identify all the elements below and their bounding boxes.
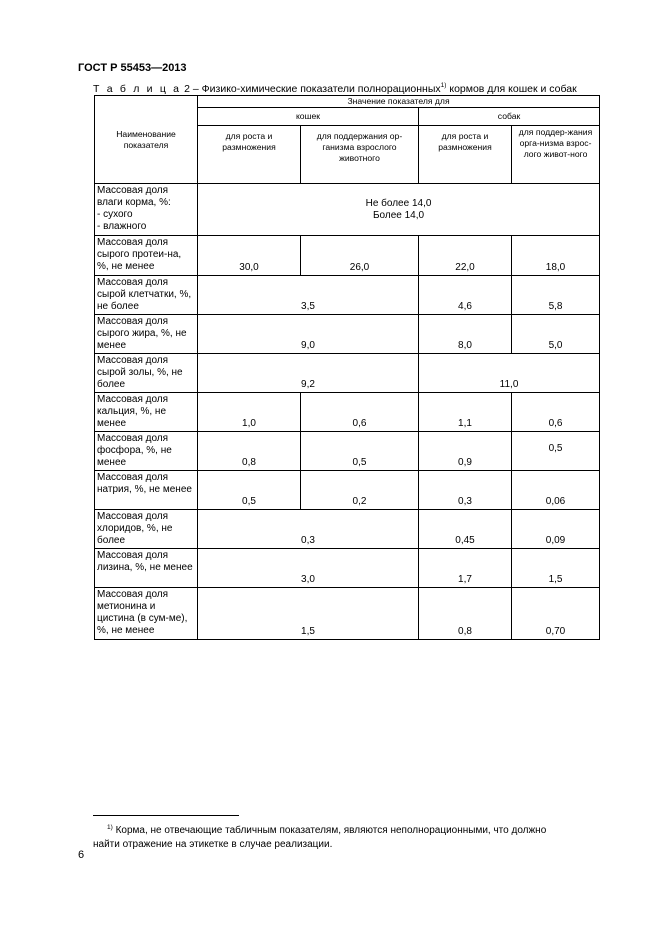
caption-tail: кормов для кошек и собак: [449, 83, 577, 95]
cell-value: 18,0: [512, 236, 600, 276]
name-column-header: Наименование показателя: [95, 96, 198, 184]
cell-value: 0,5: [548, 443, 563, 454]
dogs-header: собак: [419, 108, 600, 126]
table-row: [95, 471, 600, 510]
page-number: 6: [78, 849, 85, 861]
caption-text: – Физико-химические показатели полнорационных: [192, 83, 441, 95]
cell-value: 30,0: [198, 236, 301, 276]
cell-value: 3,0: [198, 549, 419, 588]
table-caption: [93, 82, 613, 95]
table-row: [95, 184, 600, 236]
moisture-dry-value: Не более 14,0: [365, 198, 432, 209]
cell-value: 0,8: [198, 432, 301, 471]
row-name: Массовая доля метионина и цистина (в сум-ме), %, не менее: [95, 588, 198, 640]
cell-value: 0,70: [512, 588, 600, 640]
cell-value: 0,45: [419, 510, 512, 549]
caption-word: Т а б л и ц а: [93, 83, 182, 95]
row-name: Массовая доля сырого протеи-на, %, не менее: [95, 236, 198, 276]
footnote-text: Корма, не отвечающие табличным показателям, являются неполнорационными, что должно: [115, 825, 547, 836]
cell-value: 0,6: [512, 393, 600, 432]
footnote-marker: 1): [107, 824, 113, 831]
cell-value: 1,5: [512, 549, 600, 588]
dogs-adult-header: для поддер-жания орга-низма взрос-лого живот-ного: [512, 126, 600, 184]
cell-empty: [512, 455, 599, 467]
cell-value: 11,0: [419, 354, 600, 393]
moisture-values: [198, 184, 600, 236]
row-name: Массовая доля лизина, %, не менее: [95, 549, 198, 588]
footnote: [93, 821, 603, 852]
cell-value: 3,5: [198, 276, 419, 315]
cell-value: 9,2: [198, 354, 419, 393]
cell-value: 1,5: [198, 588, 419, 640]
cell-value: 0,5: [301, 432, 419, 471]
cats-adult-header: для поддержания ор-ганизма взрослого животного: [301, 126, 419, 184]
cell-value: 0,3: [419, 471, 512, 510]
dogs-growth-header: для роста и размножения: [419, 126, 512, 184]
cell-value: 8,0: [419, 315, 512, 354]
cell-value: 1,0: [198, 393, 301, 432]
footnote-line: [93, 821, 603, 838]
table-row: [95, 549, 600, 588]
cell-value: 0,2: [301, 471, 419, 510]
cell-value: 0,5: [198, 471, 301, 510]
table-row: [95, 276, 600, 315]
cell-value: 9,0: [198, 315, 419, 354]
cell-value: 0,3: [198, 510, 419, 549]
cell-value: 4,6: [419, 276, 512, 315]
footnote-divider: [93, 815, 239, 816]
row-name: Массовая доля влаги корма, %: - сухого - влажного: [95, 184, 198, 236]
row-name: Массовая доля кальция, %, не менее: [95, 393, 198, 432]
cell-value: 5,8: [512, 276, 600, 315]
cell-value: 0,9: [419, 432, 512, 471]
cell-value: 0,06: [512, 471, 600, 510]
value-group-header: Значение показателя для: [198, 96, 600, 108]
cell-value: 1,7: [419, 549, 512, 588]
cats-growth-header: для роста и размножения: [198, 126, 301, 184]
row-name: Массовая доля сырой клетчатки, %, не более: [95, 276, 198, 315]
row-name: Массовая доля фосфора, %, не менее: [95, 432, 198, 471]
cell-value: 0,09: [512, 510, 600, 549]
caption-number: 2: [184, 83, 190, 95]
table-row: [95, 236, 600, 276]
cell-value: 1,1: [419, 393, 512, 432]
moisture-wet-value: Более 14,0: [372, 210, 425, 221]
cell-value: 0,8: [419, 588, 512, 640]
table-row: [95, 588, 600, 640]
row-name: Массовая доля натрия, %, не менее: [95, 471, 198, 510]
row-name: Массовая доля сырого жира, %, не менее: [95, 315, 198, 354]
table-row: [95, 354, 600, 393]
cats-header: кошек: [198, 108, 419, 126]
cell-value: 0,6: [301, 393, 419, 432]
row-name: Массовая доля хлоридов, %, не более: [95, 510, 198, 549]
footnote-line: найти отражение на этикетке в случае реализации.: [93, 839, 333, 850]
cell-value-split: [512, 432, 600, 471]
document-header: ГОСТ Р 55453—2013: [78, 62, 187, 74]
indicators-table: [94, 95, 600, 640]
table-row: [95, 432, 600, 471]
caption-footnote-ref: 1): [440, 82, 447, 89]
table-row: [95, 315, 600, 354]
table-row: [95, 510, 600, 549]
row-name: Массовая доля сырой золы, %, не более: [95, 354, 198, 393]
cell-value: 5,0: [512, 315, 600, 354]
cell-value: 26,0: [301, 236, 419, 276]
cell-value: 22,0: [419, 236, 512, 276]
table-row: [95, 393, 600, 432]
